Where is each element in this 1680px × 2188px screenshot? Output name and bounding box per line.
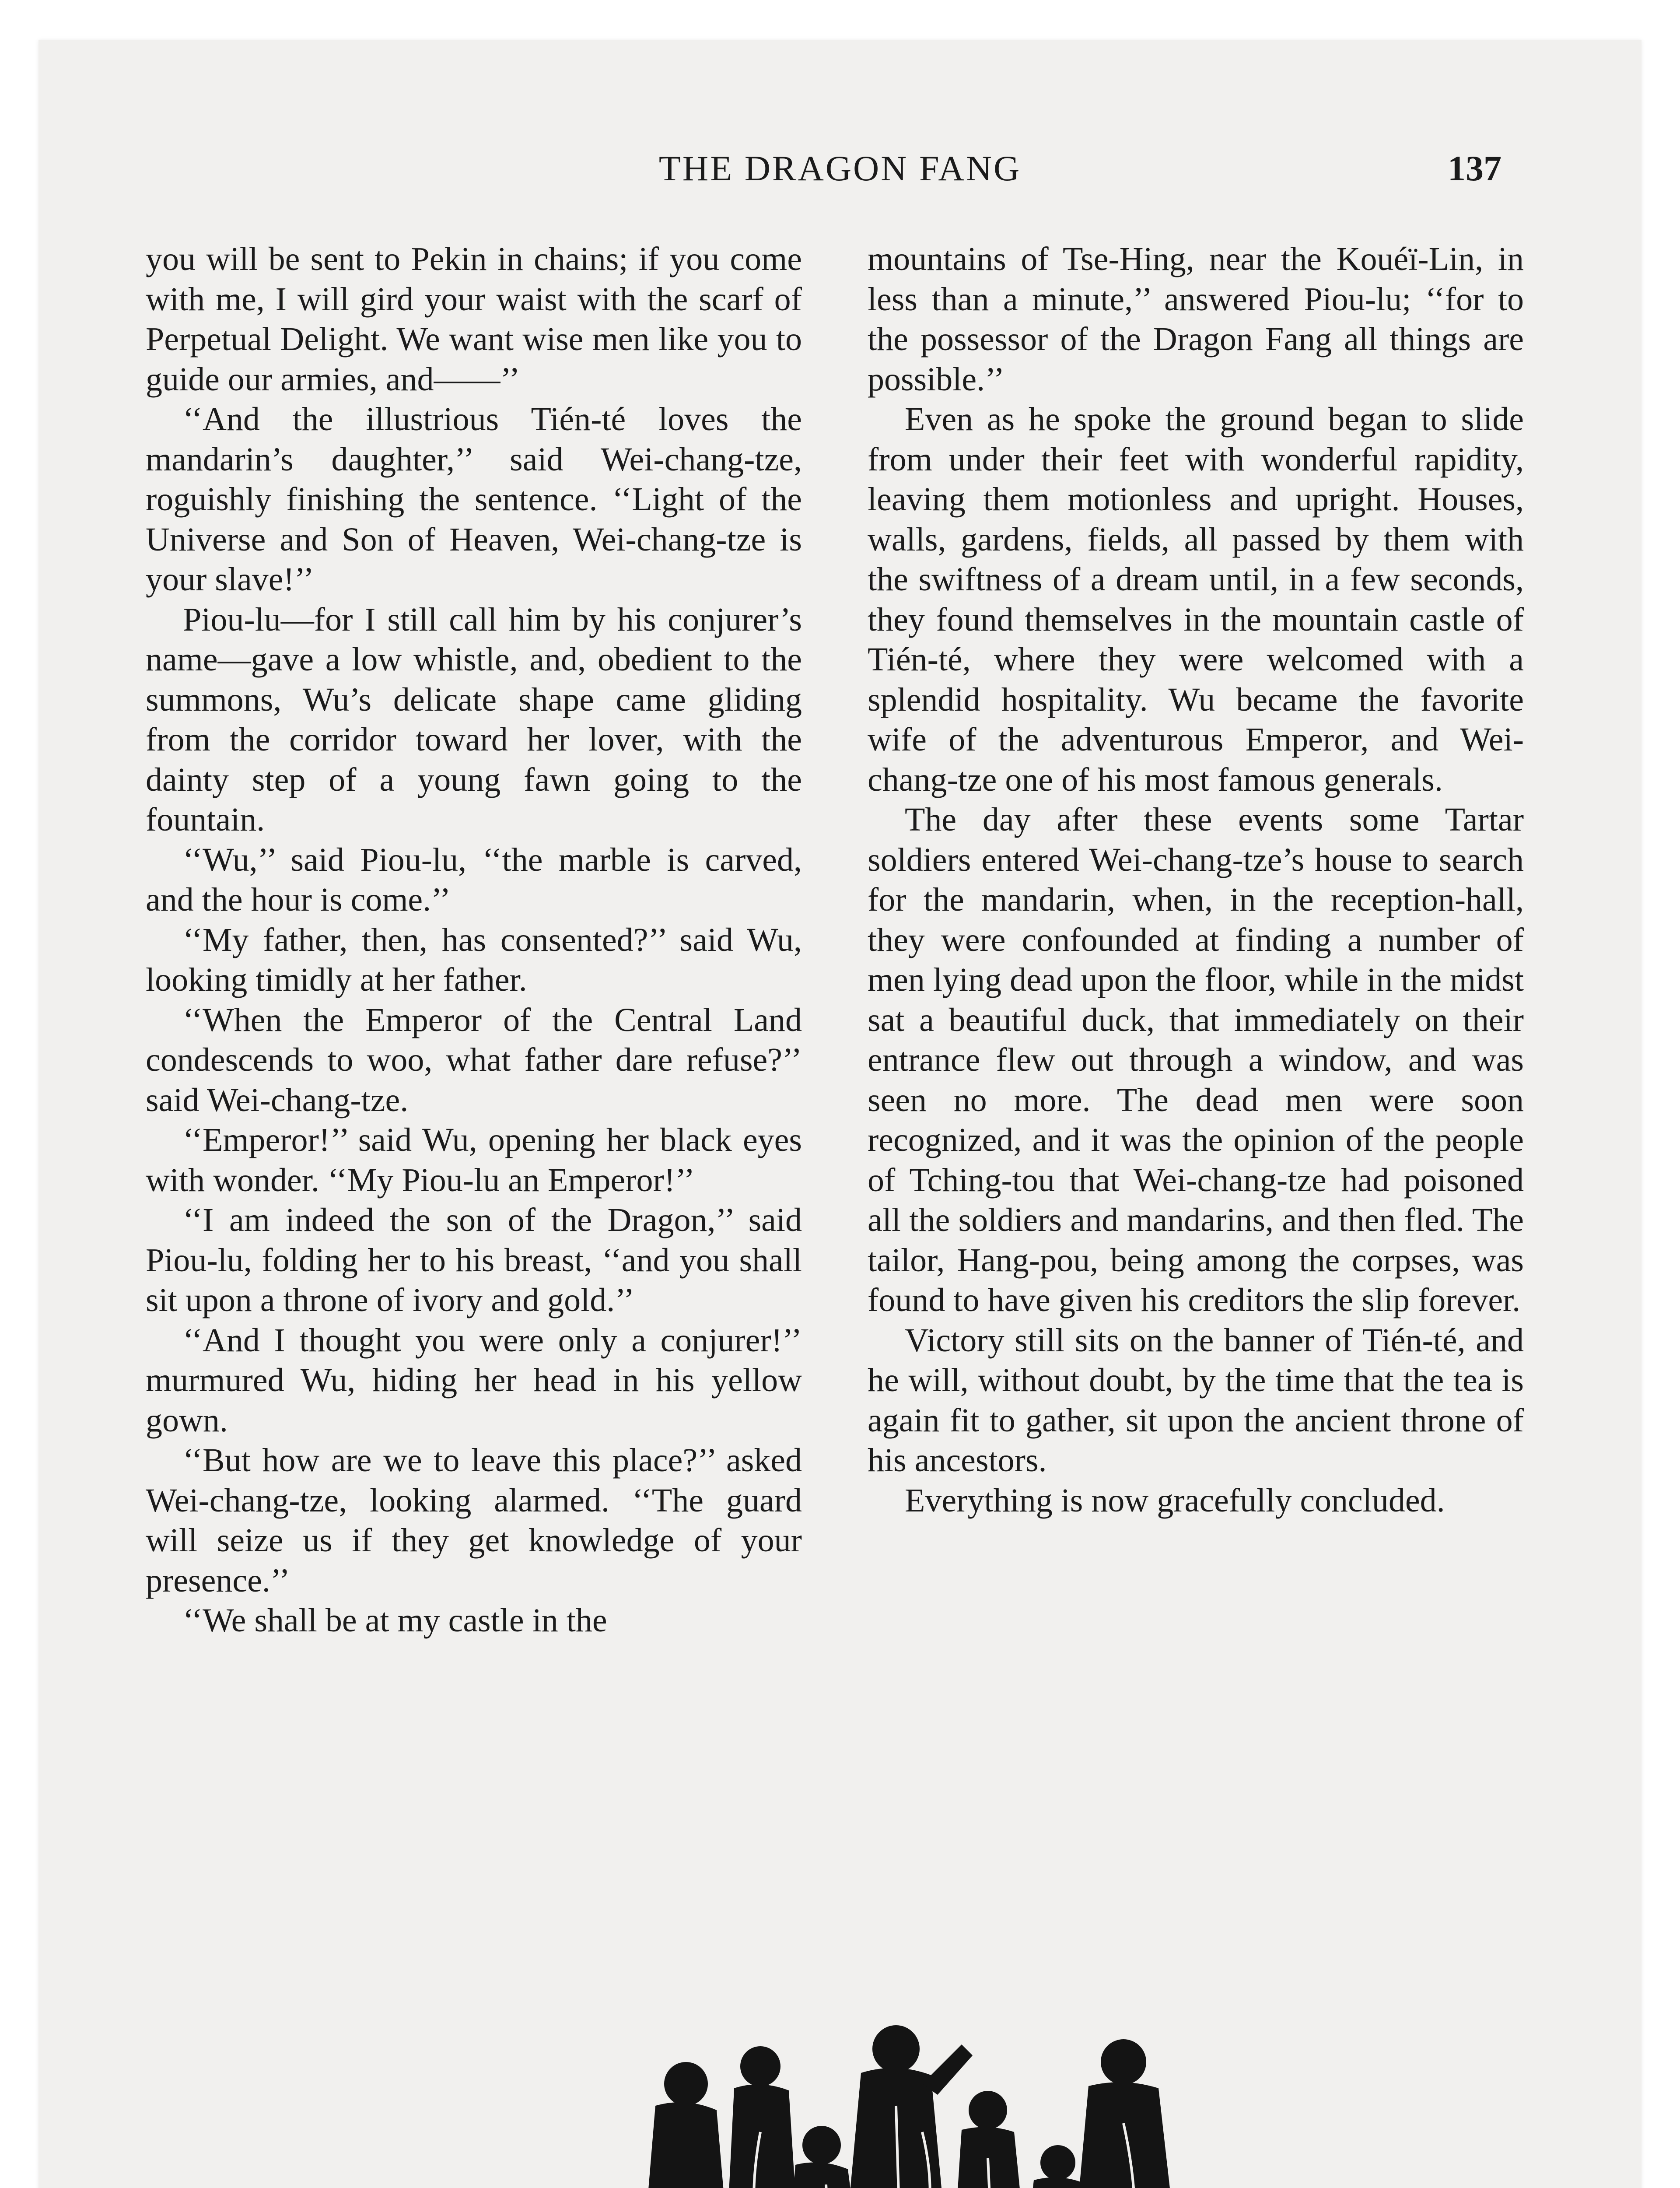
paragraph: ‘‘I am indeed the son of the Dragon,’’ said Piou-lu, folding her to his breast, ‘‘and you shall sit upon a throne of ivory and gold.’’ [146,1202,802,1318]
paragraph: mountains of Tse-Hing, near the Kouéï-Lin, in less than a minute,’’ answered Piou-lu; ‘‘for to the possessor of the Dragon Fang all things are possible.’’ [868,241,1524,398]
paragraph: Victory still sits on the banner of Tién-té, and he will, without doubt, by the time that the tea is again fit to gather, sit upon the ancient throne of his ancestors. [868,1322,1524,1479]
paragraph: ‘‘We shall be at my castle in the [183,1602,607,1639]
page-number: 137 [1448,148,1502,188]
paragraph: ‘‘But how are we to leave this place?’’ asked Wei-chang-tze, looking alarmed. ‘‘The guard will seize us if they get knowledge of your presence.’’ [146,1442,802,1599]
paragraph: ‘‘And the illustrious Tién-té loves the mandarin’s daughter,’’ said Wei-chang-tze, roguishly finishing the sentence. ‘‘Light of the Universe and Son of Heaven, Wei-chang-tze is your slave!’’ [146,401,802,598]
paragraph: Even as he spoke the ground began to slide from under their feet with wonderful rapidity, leaving them motionless and upright. Houses, walls, gardens, fields, all passed by them with the swiftness of a dream until, in a few seconds, they found themselves in the mountain castle of Tién-té, where they were welcomed with a splendid hospitality. Wu became the favorite wife of the adventurous Emperor, and Wei-chang-tze one of his most famous generals. [868,401,1524,798]
tailpiece-illustration [178,2018,1535,2188]
paragraph: you will be sent to Pekin in chains; if you come with me, I will gird your waist with the scarf of Perpetual Delight. We want wise men like you to guide our armies, and——’’ [146,241,802,398]
left-column [146,239,802,1641]
paragraph: ‘‘My father, then, has consented?’’ said Wu, looking timidly at her father. [146,921,802,998]
paragraph: ‘‘When the Emperor of the Central Land condescends to woo, what father dare refuse?’’ said Wei-chang-tze. [146,1001,802,1119]
paragraph: Everything is now gracefully concluded. [905,1482,1445,1519]
figure-group [642,2025,1180,2188]
running-title: THE DRAGON FANG [658,148,1022,188]
right-column [868,239,1524,1521]
paragraph: ‘‘Wu,’’ said Piou-lu, ‘‘the marble is carved, and the hour is come.’’ [146,841,802,918]
paragraph: ‘‘And I thought you were only a conjurer!’’ murmured Wu, hiding her head in his yellow gown. [146,1322,802,1439]
paragraph: ‘‘Emperor!’’ said Wu, opening her black eyes with wonder. ‘‘My Piou-lu an Emperor!’’ [146,1122,802,1199]
paragraph: The day after these events some Tartar soldiers entered Wei-chang-tze’s house to search for the mandarin, when, in the reception-hall, they were confounded at finding a number of men lying dead upon the floor, while in the midst sat a beautiful duck, that immediately on their entrance flew out through a window, and was seen no more. The dead men were soon recognized, and it was the opinion of the people of Tching-tou that Wei-chang-tze had poisoned all the soldiers and mandarins, and then fled. The tailor, Hang-pou, being among the corpses, was found to have given his creditors the slip forever. [868,801,1524,1318]
running-header [38,144,1642,193]
book-page [38,40,1642,2188]
paragraph: Piou-lu—for I still call him by his conjurer’s name—gave a low whistle, and, obedient to the summons, Wu’s delicate shape came gliding from the corridor toward her lover, with the dainty step of a young fawn going to the fountain. [146,601,802,838]
